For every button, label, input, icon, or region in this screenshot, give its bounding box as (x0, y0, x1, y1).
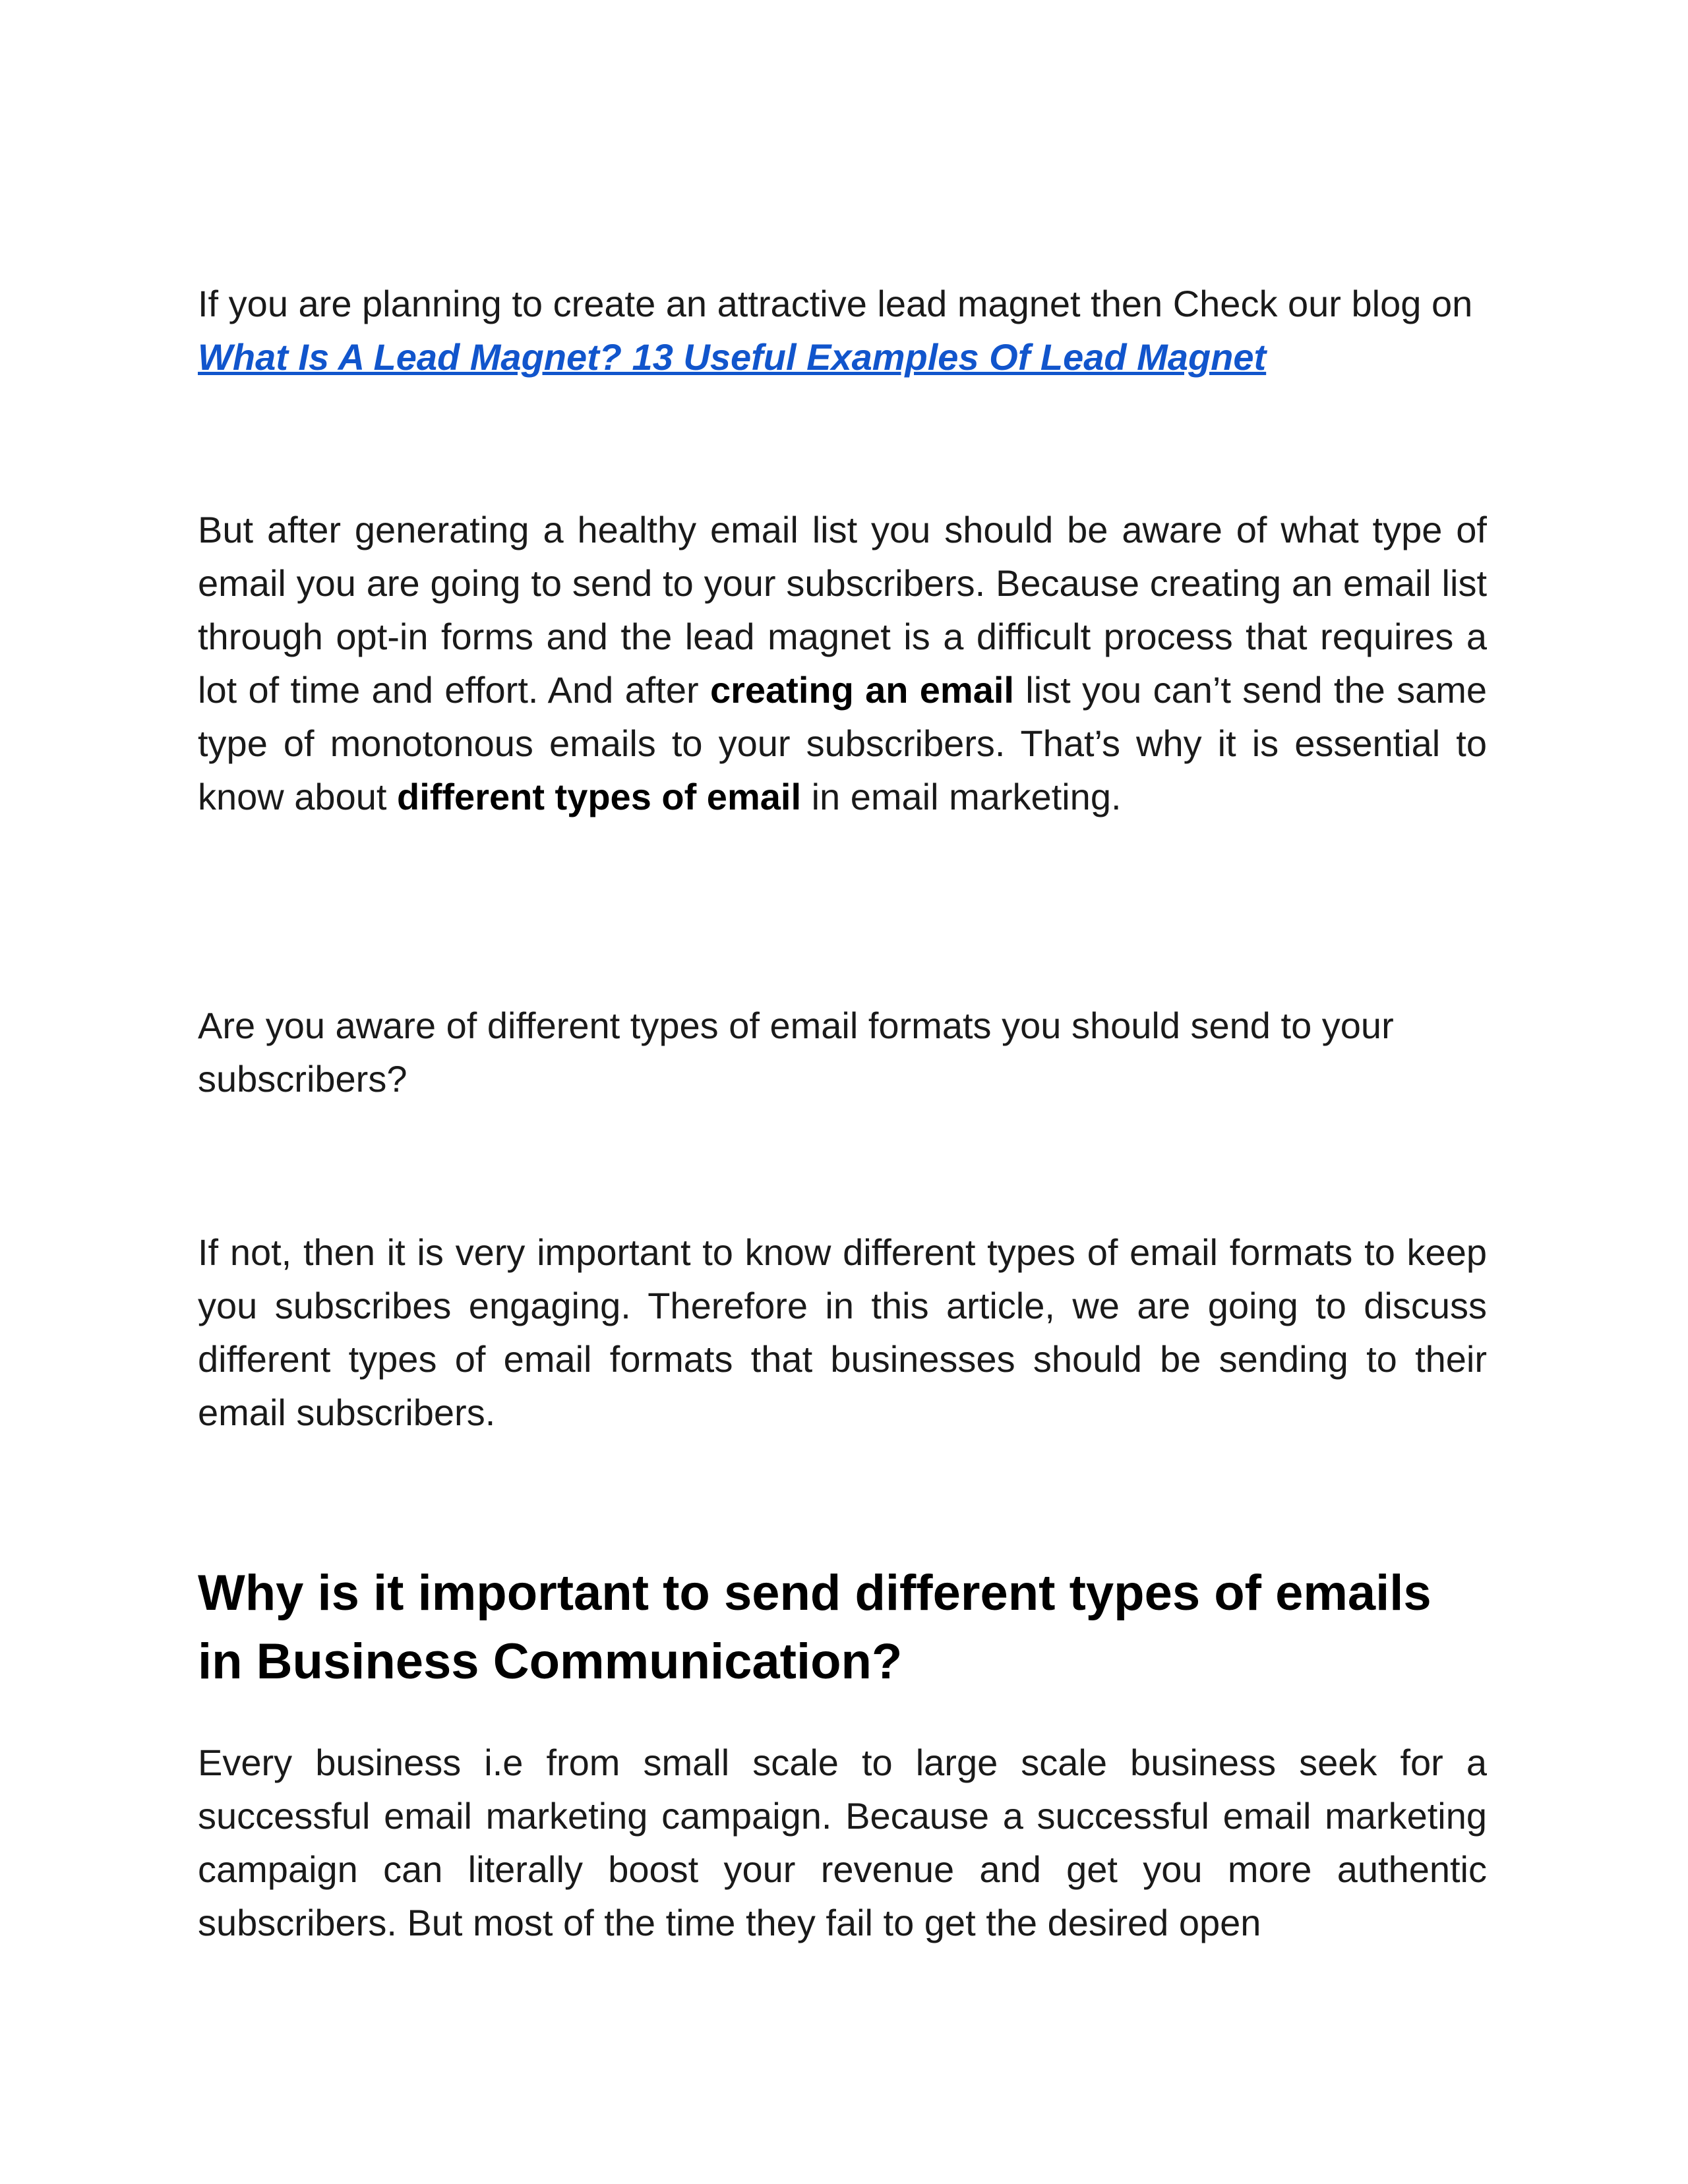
bold-text-different-types: different types of email (396, 776, 802, 817)
paragraph-text: in email marketing. (801, 776, 1122, 817)
paragraph-text: Are you aware of different types of email formats you should send to your subscribers? (198, 1005, 1394, 1100)
paragraph-text: But after generating a healthy email list you should be aware of what type of email you are going to send to your subscribers. Because creating an email list through opt-in forms and the lead magnet is a difficult process that requires a lot of time and effort. And after (198, 509, 1487, 711)
blog-link-lead-magnet[interactable]: What Is A Lead Magnet? 13 Useful Examples Of Lead Magnet (198, 336, 1267, 378)
paragraph-email-list (198, 503, 1487, 823)
paragraph-every-business (198, 1736, 1487, 1949)
bold-text-creating-email: creating an email (709, 669, 1014, 711)
paragraph-if-not (198, 1225, 1487, 1439)
paragraph-text: If not, then it is very important to know different types of email formats to keep you subscribes engaging. Therefore in this article, we are going to discuss different types of email formats that businesses should be sending to their email subscribers. (198, 1231, 1487, 1433)
paragraph-lead-magnet (198, 277, 1487, 384)
paragraph-text: Every business i.e from small scale to large scale business seek for a successful email marketing campaign. Because a successful email marketing campaign can literally boost your revenue and get you more authentic subscribers. But most of the time they fail to get the desired open (198, 1742, 1487, 1943)
heading-text: Why is it important to send different types of emails in Business Communication? (198, 1565, 1432, 1690)
paragraph-question (198, 999, 1487, 1106)
section-heading (198, 1559, 1487, 1696)
paragraph-text: list you can’t send the same type of monotonous emails to your subscribers. That’s why it is essential to know about (198, 669, 1488, 817)
paragraph-text: If you are planning to create an attractive lead magnet then Check our blog on (198, 283, 1473, 324)
